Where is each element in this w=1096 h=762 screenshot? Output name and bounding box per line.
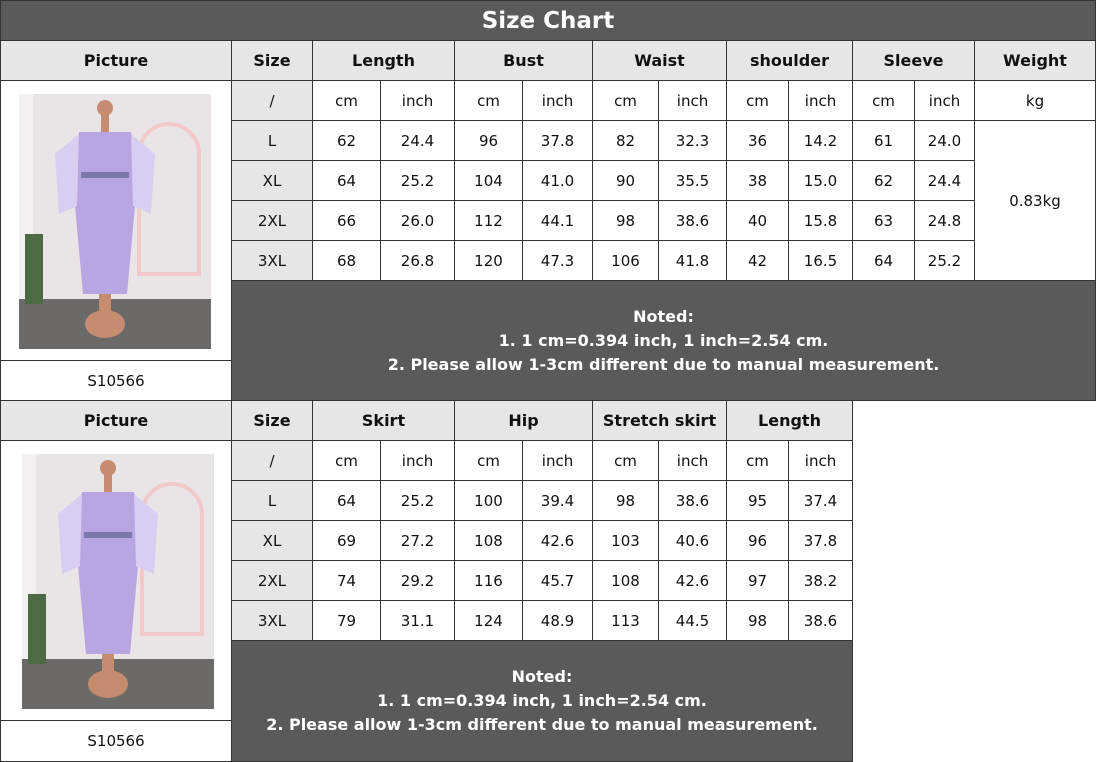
table-cell: 16.5 (788, 240, 853, 281)
size-label: XL (231, 160, 313, 201)
unit-cell: inch (788, 80, 853, 121)
product-photo (22, 454, 214, 709)
table-cell: 24.8 (914, 200, 975, 241)
table-cell: 66 (312, 200, 381, 241)
column-header: Sleeve (852, 40, 975, 81)
product-picture-cell-1 (0, 80, 232, 361)
unit-cell: cm (592, 80, 659, 121)
unit-cell: cm (726, 80, 789, 121)
table-cell: 112 (454, 200, 523, 241)
product-code: S10566 (0, 360, 232, 401)
unit-cell: inch (380, 440, 455, 481)
table-cell: 48.9 (522, 600, 593, 641)
unit-cell: inch (788, 440, 853, 481)
column-header: Size (231, 40, 313, 81)
table-cell: 27.2 (380, 520, 455, 561)
unit-cell: inch (522, 80, 593, 121)
size-chart-title: Size Chart (0, 0, 1096, 41)
table-cell: 24.0 (914, 120, 975, 161)
table-cell: 35.5 (658, 160, 727, 201)
column-header: Waist (592, 40, 727, 81)
table-cell: 113 (592, 600, 659, 641)
table-cell: 104 (454, 160, 523, 201)
note-line-1: 1. 1 cm=0.394 inch, 1 inch=2.54 cm. (377, 691, 707, 710)
notes-panel-2 (231, 640, 853, 762)
note-title: Noted: (633, 306, 694, 326)
size-unit-label: / (231, 80, 313, 121)
product-picture-cell-2 (0, 440, 232, 721)
unit-cell: cm (852, 80, 915, 121)
unit-cell: cm (726, 440, 789, 481)
table-cell: 32.3 (658, 120, 727, 161)
table-cell: 97 (726, 560, 789, 601)
table-cell: 41.8 (658, 240, 727, 281)
note-line-2: 2. Please allow 1-3cm different due to manual measurement. (387, 354, 940, 374)
table-cell: 26.8 (380, 240, 455, 281)
size-label: L (231, 120, 313, 161)
table-cell: 25.2 (380, 160, 455, 201)
table-cell: 45.7 (522, 560, 593, 601)
table-cell: 37.8 (788, 520, 853, 561)
table-cell: 98 (592, 200, 659, 241)
product-photo (19, 94, 211, 349)
note-line-2: 2. Please allow 1-3cm different due to manual measurement. (266, 715, 818, 734)
table-cell: 62 (312, 120, 381, 161)
column-header: Skirt (312, 400, 455, 441)
table-cell: 47.3 (522, 240, 593, 281)
column-header: Hip (454, 400, 593, 441)
unit-cell: inch (914, 80, 975, 121)
table-cell: 64 (312, 160, 381, 201)
unit-cell: inch (522, 440, 593, 481)
size-unit-label: / (231, 440, 313, 481)
column-header: Size (231, 400, 313, 441)
table-cell: 103 (592, 520, 659, 561)
table-cell: 68 (312, 240, 381, 281)
size-label: 3XL (231, 600, 313, 641)
note-title: Noted: (511, 667, 573, 686)
table-cell: 29.2 (380, 560, 455, 601)
table-cell: 64 (312, 480, 381, 521)
table-cell: 124 (454, 600, 523, 641)
unit-cell: cm (312, 440, 381, 481)
table-cell: 62 (852, 160, 915, 201)
column-header: Weight (974, 40, 1096, 81)
table-cell: 25.2 (914, 240, 975, 281)
product-code: S10566 (0, 720, 232, 762)
table-cell: 38.6 (788, 600, 853, 641)
table-cell: 69 (312, 520, 381, 561)
table-cell: 38.6 (658, 480, 727, 521)
dress-illustration (19, 94, 211, 349)
table-cell: 61 (852, 120, 915, 161)
unit-cell: inch (380, 80, 455, 121)
table-cell: 24.4 (380, 120, 455, 161)
table-cell: 25.2 (380, 480, 455, 521)
table-cell: 15.0 (788, 160, 853, 201)
table-cell: 120 (454, 240, 523, 281)
table-cell: 108 (592, 560, 659, 601)
table-cell: 42.6 (522, 520, 593, 561)
size-label: 3XL (231, 240, 313, 281)
column-header: Bust (454, 40, 593, 81)
table-cell: 106 (592, 240, 659, 281)
table-cell: 96 (454, 120, 523, 161)
table-cell: 79 (312, 600, 381, 641)
unit-cell: inch (658, 80, 727, 121)
unit-cell: inch (658, 440, 727, 481)
unit-cell: kg (974, 80, 1096, 121)
table-cell: 95 (726, 480, 789, 521)
table-cell: 38.6 (658, 200, 727, 241)
table-cell: 38 (726, 160, 789, 201)
table-cell: 116 (454, 560, 523, 601)
table-cell: 36 (726, 120, 789, 161)
table-cell: 37.4 (788, 480, 853, 521)
table-cell: 90 (592, 160, 659, 201)
unit-cell: cm (312, 80, 381, 121)
table-cell: 40.6 (658, 520, 727, 561)
weight-value: 0.83kg (974, 120, 1096, 281)
size-label: L (231, 480, 313, 521)
table-cell: 96 (726, 520, 789, 561)
table-cell: 38.2 (788, 560, 853, 601)
table-cell: 39.4 (522, 480, 593, 521)
table-cell: 37.8 (522, 120, 593, 161)
column-header: Length (312, 40, 455, 81)
size-label: 2XL (231, 200, 313, 241)
table-cell: 31.1 (380, 600, 455, 641)
table-cell: 40 (726, 200, 789, 241)
note-line-1: 1. 1 cm=0.394 inch, 1 inch=2.54 cm. (498, 330, 829, 350)
table-cell: 26.0 (380, 200, 455, 241)
size-label: XL (231, 520, 313, 561)
table-cell: 82 (592, 120, 659, 161)
unit-cell: cm (454, 80, 523, 121)
table-cell: 108 (454, 520, 523, 561)
table-cell: 44.5 (658, 600, 727, 641)
table-cell: 63 (852, 200, 915, 241)
table-cell: 74 (312, 560, 381, 601)
column-header: Picture (0, 400, 232, 441)
table-cell: 42.6 (658, 560, 727, 601)
column-header: Stretch skirt (592, 400, 727, 441)
table-cell: 64 (852, 240, 915, 281)
table-cell: 44.1 (522, 200, 593, 241)
notes-panel-1 (231, 280, 1096, 401)
table-cell: 15.8 (788, 200, 853, 241)
table-cell: 42 (726, 240, 789, 281)
unit-cell: cm (592, 440, 659, 481)
column-header: Length (726, 400, 853, 441)
table-cell: 14.2 (788, 120, 853, 161)
table-cell: 100 (454, 480, 523, 521)
table-cell: 98 (726, 600, 789, 641)
column-header: Picture (0, 40, 232, 81)
table-cell: 98 (592, 480, 659, 521)
dress-illustration (22, 454, 214, 709)
column-header: shoulder (726, 40, 853, 81)
table-cell: 24.4 (914, 160, 975, 201)
table-cell: 41.0 (522, 160, 593, 201)
unit-cell: cm (454, 440, 523, 481)
size-label: 2XL (231, 560, 313, 601)
